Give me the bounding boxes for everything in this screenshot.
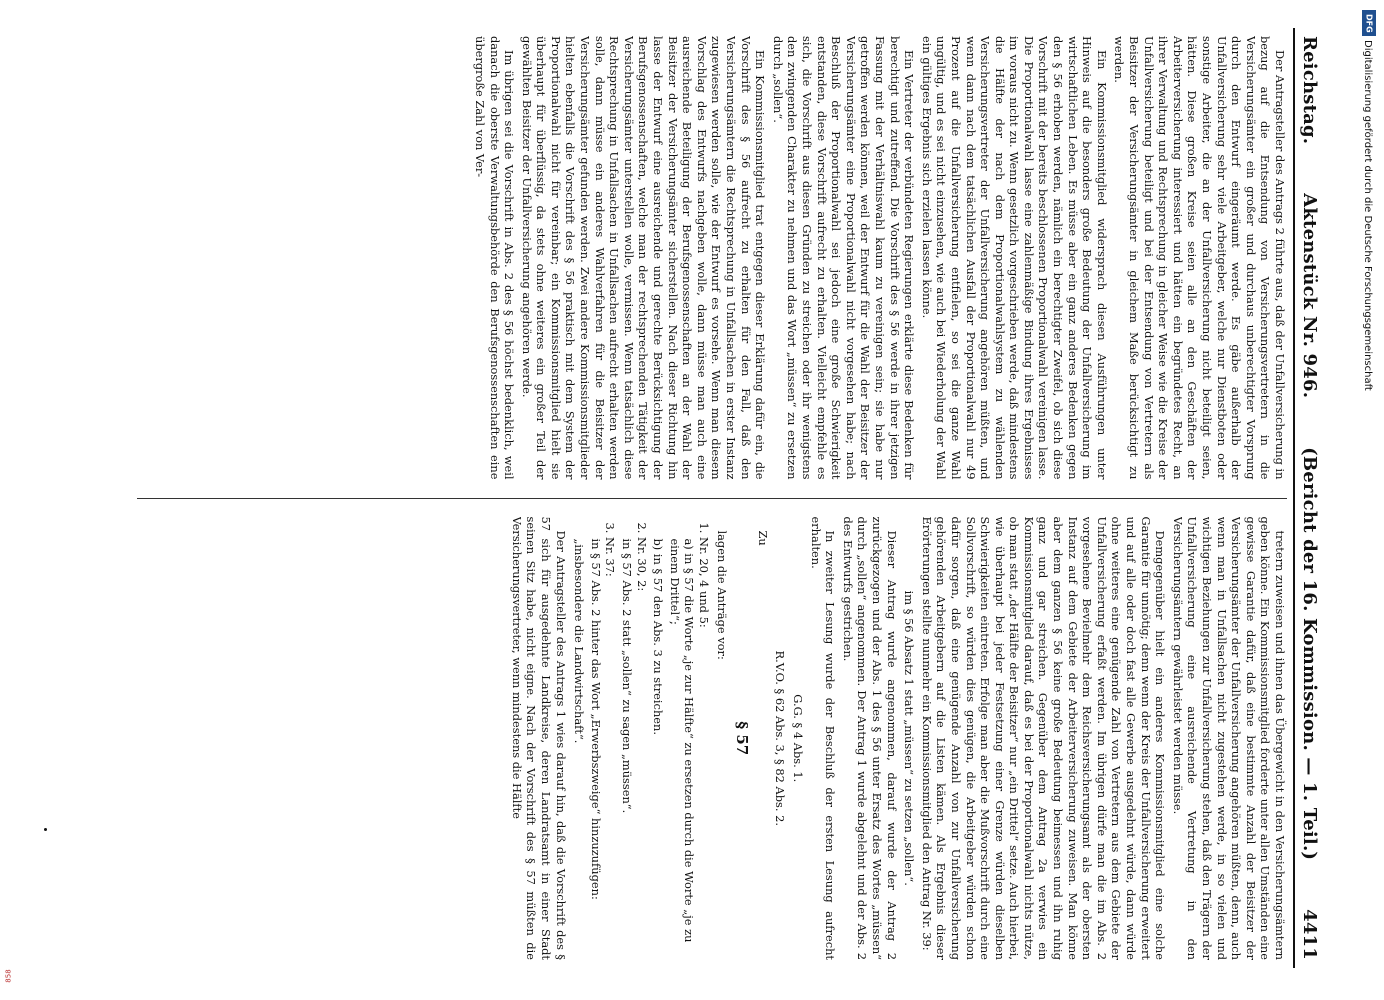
paragraph: Demgegenüber hielt ein anderes Kommissionsmitglied eine solche Garantie für unnötig; denn wenn der Kreis der Unfallversicherung erweitert und auf alle oder doch fast alle Gewerbe ausgedehnt würde, dann würde ohne weiteres eine genügende Zahl von Vertretern aus dem Gebiete der Unfallversicherung erfaßt werden. Im übrigen dürfe man die im Abs. 2 vorgesehene Bevielmehr dem Reichsversicherungsamt als der obersten Instanz auf dem Gebiete der Arbeiterversicherung zuweisen. Man könne aber dem ganzen § 56 keine große Bedeutung beimessen und ihn ruhig ganz und gar streichen. Gegenüber dem Antrag 2a verwies ein Kommissionsmitglied darauf, daß es bei der Proportionalwahl nichts nütze, ob man statt „der Hälfte der Beisitzer“ nur „ein Drittel“ setze. Auch hierbei, wie überhaupt bei jeder Festsetzung einer Grenze würden dieselben Schwierigkeiten eintreten. Erfolge man aber die Mußvorschrift durch eine Sollvorschrift, so würden dies genügen, die Arbeitgeber würden schon dafür sorgen, daß eine genügende Anzahl von zur Unfallversicherung gehörenden Arbeitgebern auf die Listen kämen. Als Ergebnis dieser Erörterungen stellte nunmehr ein Kommissionsmitglied den Antrag Nr. 39: [919,516,1168,960]
paragraph: Der Antragsteller des Antrags 2 führte aus, daß der Unfallversicherung in bezug auf die Entsendung von Versicherungsvertretern in die Versicherungsämter ein großer und durchaus unberechtigter Vorsprung durch den Entwurf eingeräumt werde. Es gäbe außerhalb der Unfallversicherung sehr viele Arbeitgeber, welche nur Dienstboten oder sonstige Arbeiter, die an der Unfallversicherung nicht beteiligt seien, hätten. Diese großen Kreise seien alle an den Geschäften der Arbeiterversicherung interessiert und hätten ein begründetes Recht, an ihrer Verwaltung und Rechtsprechung in gleicher Weise wie die Kreise der Unfallversicherung beteiligt und bei der Entsendung von Vertretern als Beisitzer der Versicherungsämter in gleichem Maße berücksichtigt zu werden. [1112,36,1287,480]
page-header [1293,28,1320,968]
motion-item [619,523,648,961]
dfg-note: Digitalisierung gefördert durch die Deutsche Forschungsgemeinschaft [1362,40,1373,391]
header-right: (Bericht der 16. Kommission. — 1. Teil.) [1299,447,1320,861]
motion-subs [572,523,603,961]
rotated-page-content [110,28,1320,968]
paragraph: Der Antragsteller des Antrags 1 wies darauf hin, daß die Vorschrift des § 57 sich für ausgedehnte Landkreise, deren Landratsamt in einer Stadt seinen Sitz habe, nicht eigne. Nach der Vorschrift des § 57 müßten die Versicherungsvertreter, wenn mindestens die Hälfte [509,516,568,960]
left-column [137,36,1287,480]
paragraph: tretern zuweisen und ihnen das Übergewicht in den Versicherungsämtern geben könne. Ein Kommissionsmitglied forderte unter allen Umständen eine gewisse Garantie dafür, daß eine bestimmte Anzahl der Beisitzer der Versicherungsämter der Unfallversicherung angehören müßten, denn, auch wenn man in Unfallsachen nicht zugestehen werde, in so vielen und wichtigen Beziehungen zur Unfallversicherung stehen, daß den Trägern der Unfallversicherung eine ausreichende Vertretung in den Versicherungsämtern gewährleistet werden müsse. [1170,516,1287,960]
reference-line: G.G. § 4 Abs. 1. [791,694,805,783]
zu-label: Zu [755,530,770,546]
motion-sub: a) in § 57 die Worte „je zur Hälfte“ zu ersetzen durch die Worte „je zu einem Drittel“; [667,538,697,943]
motion-label: 3. Nr. 37: [603,522,618,577]
paragraph: Ein Vertreter der verbündeten Regierungen erklärte diese Bedenken für berechtigt und zutreffend. Die Vorschrift des § 56 werde in ihrer jetzigen Fassung mit der Verhältniswahl kaum zu vereinigen sein; sie habe nur getroffen werden können, weil der Entwurf für die Wahl der Beisitzer der Versicherungsämter eine Proportionalwahl nicht vorgesehen habe; nach Beschluß der Proportionalwahl sei jedoch eine große Schwierigkeit entstanden, diese Vorschrift aufrecht zu erhalten. Vielleicht empfehle es sich, die Vorschrift aus diesen Gründen zu streichen oder ihr wenigstens den zwingenden Charakter zu nehmen und das Wort „müssen“ zu ersetzen durch „sollen“. [770,36,917,480]
motion-sub: in § 57 Abs. 2 hinter das Wort „Erwerbszweige“ hinzuzufügen: [588,538,603,900]
dfg-logo-icon: DFG [1362,10,1376,36]
paragraph: Dieser Antrag wurde angenommen, darauf wurde der Antrag 2 zurückgezogen und der Abs. 1 des § 56 unter Ersatz des Wortes „müssen“ durch „sollen“ angenommen. Der Antrag 1 wurde abgelehnt und der Abs. 2 des Entwurfs gestrichen. [840,516,899,960]
two-columns [137,28,1293,968]
motion-sub: in § 57 Abs. 2 statt „sollen“ zu sagen „müssen“. [620,538,635,814]
paragraph: Im übrigen sei die Vorschrift in Abs. 2 des § 56 höchst bedenklich, weil danach die oberste Verwaltungsbehörde den Berufsgenossenschaften eine übergroße Zahl von Ver- [472,36,517,480]
motion-label: 1. Nr. 20, 4 und 5: [697,522,712,628]
motion-sub: „insbesondere die Landwirtschaft“. [572,538,587,744]
motion-label: 2. Nr. 30, 2: [634,522,649,592]
header-center: Aktenstück Nr. 946. [1299,193,1320,399]
page-id-label: 858 [4,969,13,983]
motions-intro: lagen die Anträge vor: [714,530,729,660]
section-heading: § 57 [733,721,752,756]
column-divider [137,498,1287,499]
paragraph: Ein Kommissionsmitglied trat entgegen dieser Erklärung dafür ein, die Vorschrift des § 56 aufrecht zu erhalten für den Fall, daß den Versicherungsämtern die Rechtsprechung in Unfallsachen in erster Instanz zugewiesen werden solle, wie der Entwurf es vorsehe. Wenn man diesem Vorschlag des Entwurfs nachgeben wolle, dann müsse man auch eine ausreichende Beteiligung der Berufsgenossenschaften an der Wahl der Beisitzer der Versicherungsämter sicherstellen. Nach dieser Richtung hin lasse der Entwurf eine ausreichende und gerechte Berücksichtigung der Berufsgenossenschaften, welche man der rechtsprechenden Tätigkeit der Versicherungsämter unterstellen wolle, vermissen. Wenn tatsächlich diese Rechtsprechung in Unfallsachen in Unfallsachen aufrecht erhalten werden solle, dann müsse ein anderes Wahlverfahren für die Beisitzer der Versicherungsämter gefunden werden. Zwei andere Kommissionsmitglieder hielten ebenfalls die Vorschrift des § 56 praktisch mit dem System der Proportionalwahl nicht für vereinbar; ein Kommissionsmitglied hielt sie überhaupt für überflüssig, da stets ohne weiteres ein großer Teil der gewählten Beisitzer der Unfallversicherung angehören werde. [519,36,768,480]
motion-sub: b) in § 57 den Abs. 3 zu streichen. [651,538,666,735]
dfg-sidebar [1362,10,1378,910]
motions-list [572,517,711,961]
motion-text: im § 56 Absatz 1 statt „müssen“ zu setzen „sollen“. [902,590,917,886]
page-number: 4411 [1299,909,1320,960]
header-left: Reichstag. [1299,36,1320,145]
right-column [137,517,1287,961]
paragraph: Ein Kommissionsmitglied widersprach diesen Ausführungen unter Hinweis auf die besonders große Bedeutung der Unfallversicherung im wirtschaftlichen Leben. Es müsse aber ein ganz anderes Bedenken gegen den § 56 erhoben werden, nämlich ein berechtigter Zweifel, ob sich diese Vorschrift mit der bereits beschlossenen Proportionalwahl vereinigen lasse. Die Proportionalwahl lasse eine zahlenmäßige Bindung ihres Ergebnisses im voraus nicht zu. Wenn gesetzlich vorgeschrieben werde, daß mindestens die Hälfte der nach dem Proportionalwahlsystem zu wählenden Versicherungsvertreter der Unfallversicherung angehören müßten, und wenn dann nach dem tatsächlichen Ausfall der Proportionalwahl nur 49 Prozent auf die Unfallversicherung entfielen, so sei die ganze Wahl ungültig, und es sei nicht einzusehen, wie auch bei Wiederholung der Wahl ein gültiges Ergebnis sich erzielen lassen könne. [919,36,1109,480]
motion-subs [619,523,634,961]
motion-subs [651,523,697,961]
speck-mark [44,828,47,831]
motion-item [651,523,711,961]
paragraph: In zweiter Lesung wurde der Beschluß der ersten Lesung aufrecht erhalten. [808,516,838,960]
motion-item [572,523,618,961]
reference-line: R.V.O. § 62 Abs. 3, § 82 Abs. 2. [773,650,788,826]
scanned-page [60,20,1340,980]
